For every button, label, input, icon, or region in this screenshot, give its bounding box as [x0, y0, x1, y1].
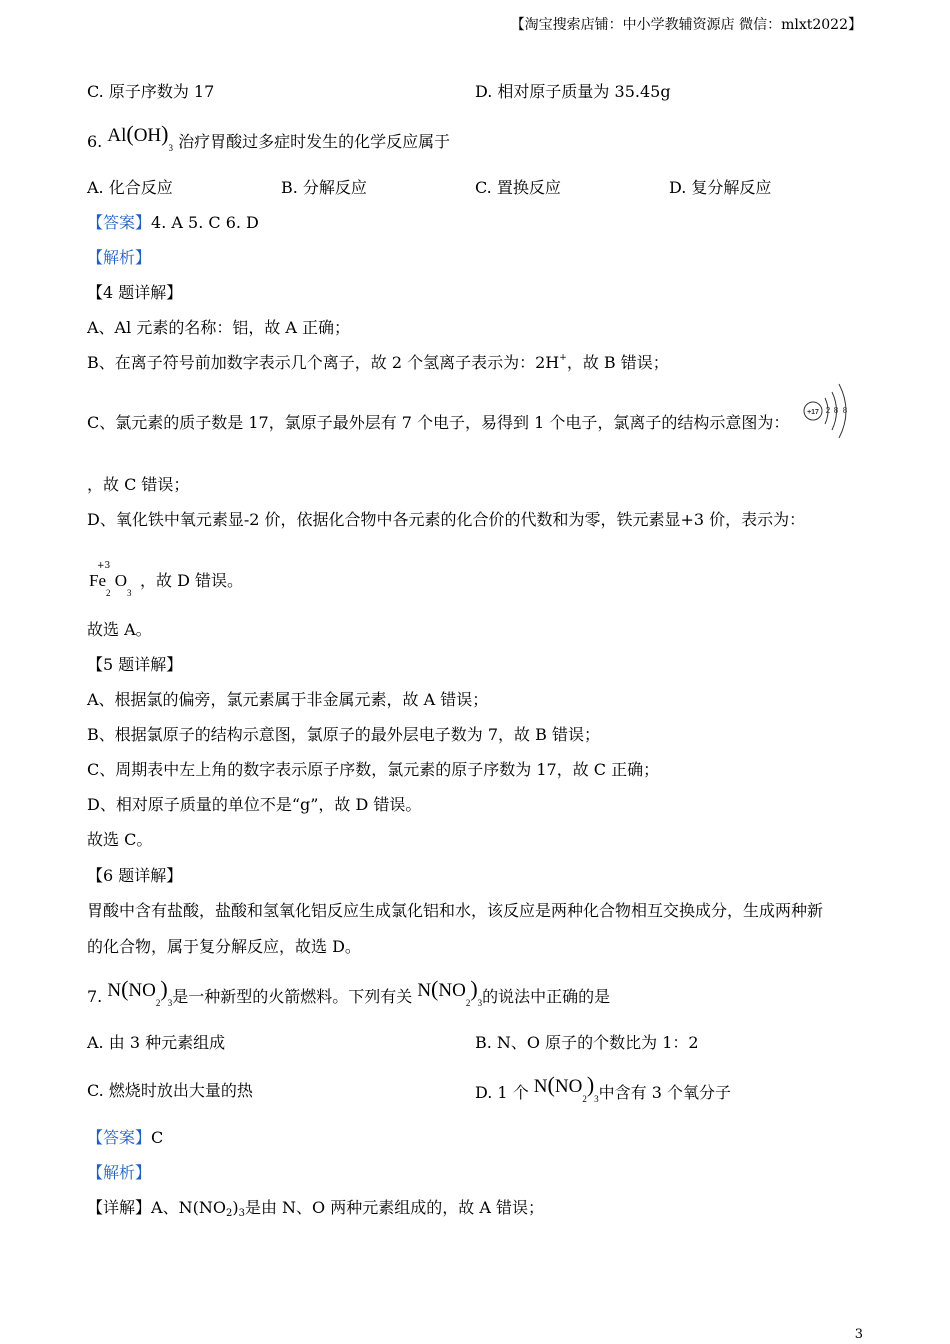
answer-line-1: [87, 213, 259, 233]
q4-detail-d: D、氧化铁中氧元素显-2 价，依据化合物中各元素的化合价的代数和为零，铁元素显+3 价，表示为：: [87, 510, 806, 529]
q7-option-b: B. N、O 原子的个数比为 1：2: [475, 1033, 699, 1052]
q7-number: 7.: [87, 987, 103, 1006]
q6-option-c: C. 置换反应: [475, 178, 561, 197]
shell-electrons-1: 2: [825, 406, 831, 415]
q5-detail-line: B、根据氯原子的结构示意图，氯原子的最外层电子数为 7，故 B 错误；: [87, 725, 600, 744]
q4-detail-c: C、氯元素的质子数是 17，氯原子最外层有 7 个电子，易得到 1 个电子，氯离子的结构示意图为：: [87, 413, 790, 432]
q6-number: 6.: [87, 132, 103, 151]
q4-detail-d-formula-line: [89, 556, 309, 600]
q4-detail-title: 【4 题详解】: [87, 283, 183, 302]
page-header: 【淘宝搜索店铺：中小学教辅资源店 微信：mlxt2022】: [510, 17, 862, 33]
q4-detail-c-end: ，故 C 错误；: [87, 475, 190, 494]
q7-option-a: A. 由 3 种元素组成: [87, 1033, 226, 1052]
q5-detail-title: 【5 题详解】: [87, 655, 183, 674]
chloride-ion-structure-diagram: [801, 380, 853, 444]
analysis-tag-2: 【解析】: [87, 1163, 152, 1182]
detail-tag: 【详解】: [87, 1198, 152, 1217]
q7-detail: 【详解】A、N(NO2)3是由 N、O 两种元素组成的，故 A 错误；: [87, 1198, 544, 1219]
page-number: 3: [854, 1327, 863, 1342]
q5-conclusion: 故选 C。: [87, 830, 153, 849]
q4-detail-a: A、Al 元素的名称：铝，故 A 正确；: [87, 318, 351, 337]
nucleus-charge: +17: [807, 409, 819, 416]
q6-detail-title: 【6 题详解】: [87, 866, 183, 885]
q6-stem: [87, 121, 451, 154]
q6-formula: $Al(OH)_3$: [107, 121, 173, 153]
answer-tag: 【答案】: [87, 1128, 152, 1147]
answer-tag: 【答案】: [87, 213, 152, 232]
q6-option-a: A. 化合反应: [87, 178, 173, 197]
q5-detail-line: D、相对原子质量的单位不是“g”，故 D 错误。: [87, 795, 422, 814]
q7-option-c: C. 燃烧时放出大量的热: [87, 1081, 253, 1100]
shell-electrons-3: 8: [842, 406, 848, 415]
q4-conclusion: 故选 A。: [87, 620, 152, 639]
q6-stem-text: 治疗胃酸过多症时发生的化学反应属于: [178, 132, 451, 151]
q6-detail-line-2: 的化合物，属于复分解反应，故选 D。: [87, 937, 361, 956]
q6-detail-line-1: 胃酸中含有盐酸，盐酸和氢氧化铝反应生成氯化铝和水，该反应是两种化合物相互交换成分，生成两种新: [87, 901, 824, 920]
q5-detail-line: A、根据氯的偏旁，氯元素属于非金属元素，故 A 错误；: [87, 690, 489, 709]
q7-formula-3: $N(NO_2)_3$: [533, 1072, 599, 1104]
q5-detail-line: C、周期表中左上角的数字表示原子序数，氯元素的原子序数为 17，故 C 正确；: [87, 760, 660, 779]
q7-formula-1: $N(NO_2)_3$: [107, 976, 173, 1008]
answer-text: C: [151, 1128, 164, 1147]
q4-detail-d-end: ，故 D 错误。: [140, 571, 244, 590]
q7-formula-2: $N(NO_2)_3$: [417, 976, 483, 1008]
q7-option-d: D. 1 个 $N(NO_2)_3$中含有 3 个氧分子: [475, 1072, 731, 1104]
q6-option-b: B. 分解反应: [281, 178, 367, 197]
shell-electrons-2: 8: [833, 406, 839, 415]
q4-detail-b: B、在离子符号前加数字表示几个离子，故 2 个氢离子表示为：2H+，故 B 错误；: [87, 353, 669, 372]
q7-stem: 7. $N(NO_2)_3$是一种新型的火箭燃料。下列有关 $N(NO_2)_3$的说法中正确的是: [87, 976, 611, 1008]
answer-line-2: [87, 1128, 163, 1148]
q5-option-c: C. 原子序数为 17: [87, 82, 215, 101]
analysis-tag-1: 【解析】: [87, 248, 152, 267]
q5-option-d: D. 相对原子质量为 35.45g: [475, 82, 671, 101]
q6-option-d: D. 复分解反应: [669, 178, 772, 197]
answer-text: 4. A 5. C 6. D: [151, 213, 259, 232]
hydrogen-ion: 2H+: [535, 353, 567, 372]
iron-valence: +3: [97, 561, 111, 571]
iron-oxide-formula: $Fe_2$ $O_3$: [89, 571, 132, 598]
